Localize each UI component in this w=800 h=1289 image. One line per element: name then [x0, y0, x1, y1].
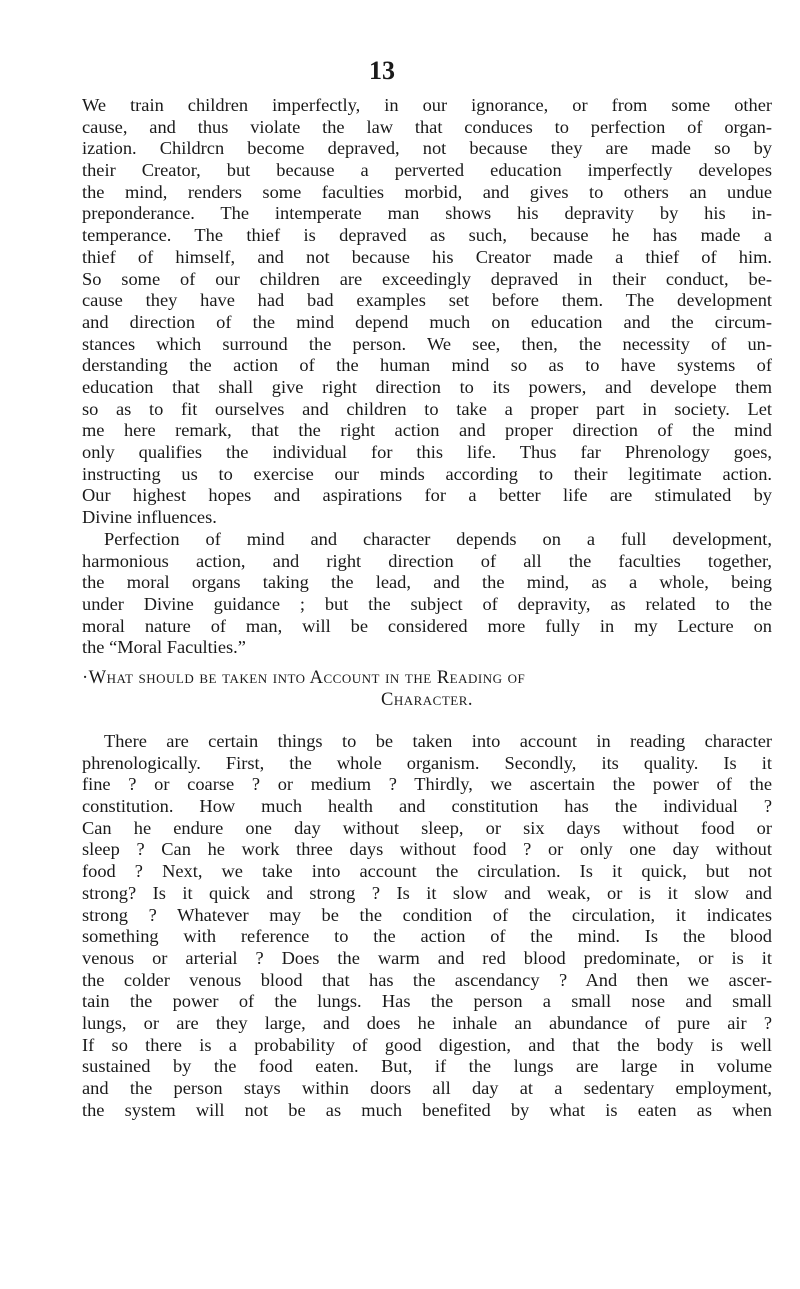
text-line: harmonious action, and right direction of all the faculties together, — [82, 550, 772, 571]
text-line: Our highest hopes and aspirations for a better life are stimulated by — [82, 485, 772, 506]
text-line: only qualifies the individual for this life. Thus far Phrenology goes, — [82, 442, 772, 462]
text-line: phrenologically. First, the whole organism. Secondly, its quality. Is it — [82, 752, 772, 773]
text-line: the system will not be as much benefited by what is eaten as when — [82, 1099, 772, 1120]
text-line: Can he endure one day without sleep, or six days without food or — [82, 817, 772, 838]
paragraph-reading-character — [82, 731, 772, 1121]
text-line: their Creator, but because a perverted education imperfectly developes — [82, 160, 772, 181]
text-line: moral nature of man, will be considered more fully in my Lecture on — [82, 615, 772, 636]
paragraph-depravity — [82, 95, 772, 529]
text-line: temperance. The thief is depraved as such, because he has made a — [82, 225, 772, 246]
text-line: the colder venous blood that has the ascendancy ? And then we ascer- — [82, 969, 772, 990]
section-heading — [82, 667, 772, 711]
text-line: tain the power of the lungs. Has the person a small nose and small — [82, 991, 772, 1012]
text-line: so as to fit ourselves and children to take a proper part in society. Let — [82, 398, 772, 419]
paragraph-perfection — [82, 529, 772, 659]
text-line: constitution. How much health and constitution has the individual ? — [82, 796, 772, 817]
text-line: food ? Next, we take into account the circulation. Is it quick, but not — [82, 861, 772, 882]
text-line: the “Moral Faculties.” — [82, 637, 246, 658]
text-line: lungs, or are they large, and does he inhale an abundance of pure air ? — [82, 1012, 772, 1033]
text-line: the moral organs taking the lead, and the mind, as a whole, being — [82, 572, 772, 593]
text-line: There are certain things to be taken into account in reading character — [104, 731, 772, 751]
text-line: If so there is a probability of good digestion, and that the body is well — [82, 1034, 772, 1055]
text-line: preponderance. The intemperate man shows his depravity by his in- — [82, 203, 772, 224]
text-line: me here remark, that the right action and proper direction of the mind — [82, 420, 772, 441]
heading-line: ·What should be taken into Account in the Reading of — [82, 668, 526, 688]
text-line: So some of our children are exceedingly depraved in their conduct, be- — [82, 268, 772, 289]
text-line: the mind, renders some faculties morbid, and gives to others an undue — [82, 181, 772, 202]
text-line: strong? Is it quick and strong ? Is it slow and weak, or is it slow and — [82, 882, 772, 903]
text-line: ization. Childrcn become depraved, not because they are made so by — [82, 138, 772, 159]
text-line: cause, and thus violate the law that conduces to perfection of organ- — [82, 116, 772, 137]
text-line: thief of himself, and not because his Creator made a thief of him. — [82, 246, 772, 267]
text-line: and the person stays within doors all day at a sedentary employment, — [82, 1078, 772, 1098]
text-line: Perfection of mind and character depends on a full development, — [104, 529, 772, 549]
text-line: cause they have had bad examples set before them. The development — [82, 290, 772, 311]
text-line: education that shall give right direction to its powers, and develope them — [82, 376, 772, 397]
text-line: something with reference to the action of the mind. Is the blood — [82, 926, 772, 947]
text-line: under Divine guidance ; but the subject of depravity, as related to the — [82, 594, 772, 615]
text-line: strong ? Whatever may be the condition of the circulation, it indicates — [82, 904, 772, 925]
text-line: instructing us to exercise our minds according to their legitimate action. — [82, 463, 772, 484]
text-line: Divine influences. — [82, 507, 217, 528]
text-line: sleep ? Can he work three days without food ? or only one day without — [82, 839, 772, 860]
heading-line: Character. — [380, 690, 474, 710]
page-number: 13 — [369, 56, 395, 85]
text-line: and direction of the mind depend much on education and the circum- — [82, 311, 772, 332]
text-line: derstanding the action of the human mind so as to have systems of — [82, 355, 772, 376]
text-line: We train children imperfectly, in our ignorance, or from some other — [82, 95, 772, 115]
text-line: stances which surround the person. We see, then, the necessity of un- — [82, 333, 772, 354]
text-line: venous or arterial ? Does the warm and red blood predominate, or is it — [82, 947, 772, 968]
text-line: fine ? or coarse ? or medium ? Thirdly, we ascertain the power of the — [82, 774, 772, 795]
text-line: sustained by the food eaten. But, if the lungs are large in volume — [82, 1056, 772, 1077]
